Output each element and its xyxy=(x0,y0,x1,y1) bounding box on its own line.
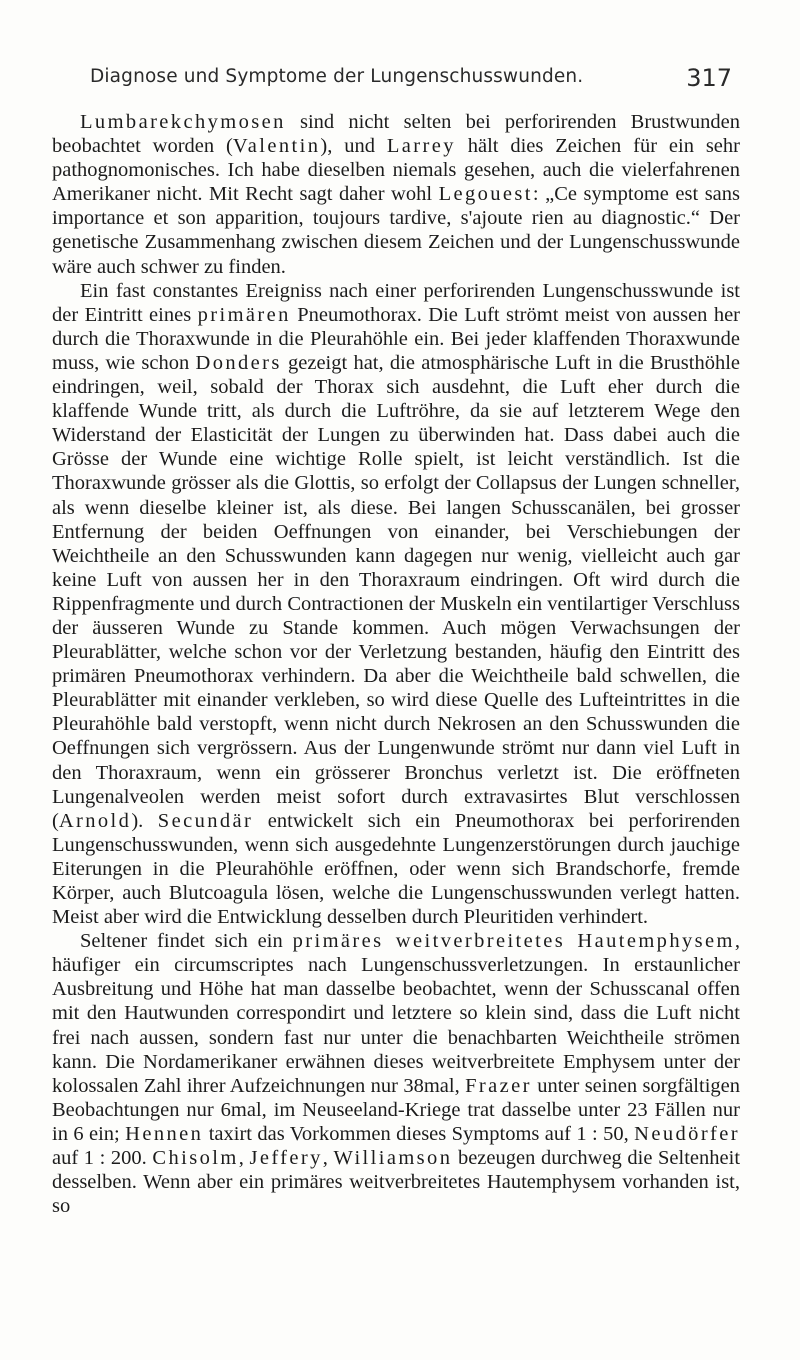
text-run: ), und xyxy=(320,135,387,158)
emphasized-text: primäres weitverbreitetes Hautemphysem xyxy=(292,930,735,953)
emphasized-text: Neudörfer xyxy=(634,1122,741,1145)
paragraph-pneumothorax xyxy=(52,279,740,930)
emphasized-text: Lumbarekchymosen xyxy=(80,111,286,133)
text-run: hält dies Zeichen für ein sehr pathognomonisches. Ich habe dieselben niemals gesehen, auch die vielerfahrenen Amerikaner nicht. Mit Recht sagt daher wohl xyxy=(52,135,740,206)
text-run: ). xyxy=(131,809,158,832)
emphasized-text: Secundär xyxy=(157,809,254,832)
text-run: gezeigt hat, die atmosphärische Luft in die Brusthöhle eindringen, weil, sobald der Thorax sich ausdehnt, die Luft eher durch die klaffende Wunde tritt, als durch die Luftröhre, da sie auf letzterem Wege den Widerstand der Elasticität der Lungen zu überwinden hat. Dass dabei auch die Grösse der Wunde eine wichtige Rolle spielt, ist leicht verständlich. Ist die Thoraxwunde grösser als die Glottis, so erfolgt der Collapsus der Lungen schneller, als wenn dieselbe kleiner ist, als diese. Bei langen Schusscanälen, bei grosser Entfernung der beiden Oeffnungen von einander, bei Verschiebungen der Weichtheile an den Schusswunden kann dagegen nur wenig, vielleicht auch gar keine Luft von aussen her in den Thoraxraum eindringen. Oft wird durch die Rippenfragmente und durch Contractionen der Muskeln ein ventilartiger Verschluss der äusseren Wunde zu Stande kommen. Auch mögen Verwachsungen der Pleurablätter, welche schon vor der Verletzung bestanden, häufig den Eintritt des primären Pneumothorax verhindern. Da aber die Weichtheile bald schwellen, die Pleurablätter mit einander verkleben, so wird diese Quelle des Lufteintrittes in die Pleurahöhle bald verstopft, wenn nicht durch Nekrosen an den Schusswunden die Oeffnungen sich vergrössern. Aus der Lungenwunde strömt nur dann viel Luft in den Thoraxraum, wenn ein grösserer Bronchus verletzt ist. Die eröffneten Lungenalveolen werden meist sofort durch extravasirtes Blut verschlossen ( xyxy=(52,351,740,832)
emphasized-text: Chisolm xyxy=(152,1147,239,1170)
text-run: auf 1 : 200. xyxy=(52,1147,153,1170)
page-header xyxy=(50,60,740,100)
text-run: bezeugen durchweg die Seltenheit desselben. Wenn aber ein primäres weitverbreitetes Hautemphysem vorhanden ist, so xyxy=(52,1147,741,1218)
running-head-title: Diagnose und Symptome der Lungenschusswunden. xyxy=(90,66,584,87)
emphasized-text: Jeffery xyxy=(249,1147,323,1170)
emphasized-text: Legouest xyxy=(438,183,533,206)
page-number: 317 xyxy=(686,64,732,92)
text-run: : „Ce symptome est sans importance et son apparition, toujours tardive, s'ajoute rien au diagnostic.“ Der genetische Zusammenhang zwischen diesem Zeichen und der Lungenschusswunde wäre auch schwer zu finden. xyxy=(52,183,740,278)
text-run: Ein fast constantes Ereigniss nach einer perforirenden Lungenschusswunde ist der Eintritt eines xyxy=(52,279,740,326)
paragraph-lumbarekchymosen xyxy=(52,110,740,279)
text-run: Seltener findet sich ein xyxy=(80,930,293,953)
paragraph-hautemphysem xyxy=(52,929,740,1218)
text-run: taxirt das Vorkommen dieses Symptoms auf 1 : 50, xyxy=(203,1122,635,1145)
body-text xyxy=(52,110,740,1218)
text-run: , häufiger ein circumscriptes nach Lungenschussverletzungen. In erstaunlicher Ausbreitung und Höhe hat man dasselbe beobachtet, wenn der Schusscanal offen mit den Hautwunden correspondirt und letztere so klein sind, dass die Luft nicht frei nach aussen, sondern fast nur unter die benachbarten Weichtheile strömen kann. Die Nordamerikaner erwähnen dieses weitverbreitete Emphysem unter der kolossalen Zahl ihrer Aufzeichnungen nur 38mal, xyxy=(52,930,740,1097)
text-run: unter seinen sorgfältigen Beobachtungen nur 6mal, im Neuseeland-Kriege trat dasselbe unter 23 Fällen nur in 6 ein; xyxy=(52,1074,740,1145)
emphasized-text: Arnold xyxy=(58,809,132,832)
text-run: entwickelt sich ein Pneumothorax bei perforirenden Lungenschusswunden, wenn sich ausgedehnte Lungenzerstörungen durch jauchige Eiterungen in die Pleurahöhle eröffnen, oder wenn sich Brandschorfe, fremde Körper, auch Blutcoagula lösen, welche die Lungenschusswunden verlegt hatten. Meist aber wird die Entwicklung desselben durch Pleuritiden verhindert. xyxy=(52,809,740,929)
emphasized-text: Frazer xyxy=(465,1074,532,1097)
emphasized-text: primären xyxy=(197,303,291,326)
text-run: sind nicht selten bei perforirenden Brustwunden beobachtet worden ( xyxy=(52,111,740,158)
text-run: , xyxy=(322,1147,334,1170)
emphasized-text: Hennen xyxy=(125,1122,204,1145)
emphasized-text: Larrey xyxy=(386,135,456,158)
emphasized-text: Williamson xyxy=(333,1147,453,1170)
text-run: , xyxy=(238,1147,250,1170)
emphasized-text: Donders xyxy=(195,351,282,374)
emphasized-text: Valentin xyxy=(232,135,321,158)
text-run: Pneumothorax. Die Luft strömt meist von aussen her durch die Thoraxwunde in die Pleurahöhle ein. Bei jeder klaffenden Thoraxwunde muss, wie schon xyxy=(52,303,741,374)
